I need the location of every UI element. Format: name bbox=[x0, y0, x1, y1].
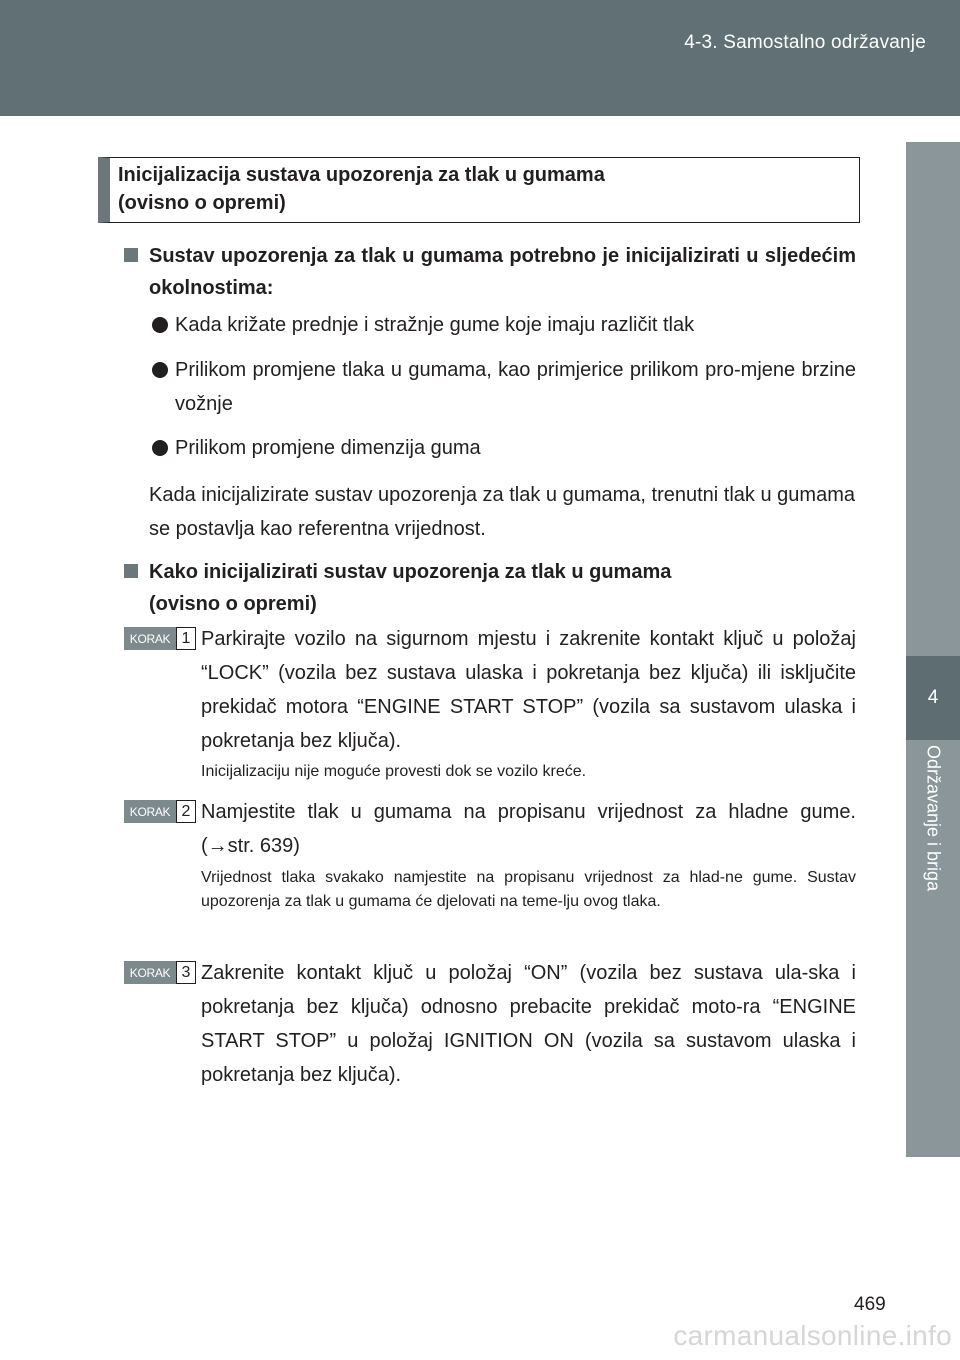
square-bullet-icon bbox=[124, 248, 138, 262]
bullet-item: Prilikom promjene tlaka u gumama, kao primjerice prilikom pro-mjene brzine vožnje bbox=[175, 359, 856, 415]
step-text: Namjestite tlak u gumama na propisanu vrijednost za hladne gume. (→str. 639) bbox=[201, 801, 856, 857]
bullet-item: Kada križate prednje i stražnje gume koje imaju različit tlak bbox=[175, 314, 695, 336]
step-note: Vrijednost tlaka svakako namjestite na propisanu vrijednost za hlad-ne gume. Sustav upozorenja za tlak u gumama će djelovati na teme-lju ovog tlaka. bbox=[201, 869, 856, 910]
step-number: 1 bbox=[176, 627, 196, 650]
step-note: Inicijalizaciju nije moguće provesti dok se vozilo kreće. bbox=[201, 763, 587, 780]
block2-heading bbox=[149, 556, 856, 620]
step-text: Parkirajte vozilo na sigurnom mjestu i zakrenite kontakt ključ u položaj “LOCK” (vozila bez sustava ulaska i pokretanja bez ključa) ili isključite prekidač motora “ENGINE START STOP” (vozila sa sustavom ulaska i pokretanja bez ključa). bbox=[201, 628, 856, 752]
chapter-label-container bbox=[906, 745, 960, 1155]
step-label: KORAK bbox=[124, 961, 176, 984]
round-bullet-icon bbox=[152, 362, 168, 378]
chapter-number: 4 bbox=[906, 656, 960, 740]
step-badge bbox=[124, 961, 196, 984]
bullet-item: Prilikom promjene dimenzija guma bbox=[175, 437, 481, 459]
section-title-line2: (ovisno o opremi) bbox=[118, 192, 286, 214]
step-text: Zakrenite kontakt ključ u položaj “ON” (vozila bez sustava ula-ska i pokretanja bez ključa) odnosno prebacite prekidač moto-ra “ENGINE START STOP” u položaj IGNITION ON (vozila sa sustavom ulaska i pokretanja bez ključa). bbox=[201, 962, 856, 1086]
section-title-line1: Inicijalizacija sustava upozorenja za tlak u gumama bbox=[118, 164, 605, 186]
section-title bbox=[118, 161, 818, 217]
step-badge bbox=[124, 800, 196, 823]
square-bullet-icon bbox=[124, 564, 138, 578]
block1-paragraph: Kada inicijalizirate sustav upozorenja za tlak u gumama, trenutni tlak u gumama se postavlja kao referentna vrijednost. bbox=[149, 484, 855, 540]
step-label: KORAK bbox=[124, 627, 176, 650]
round-bullet-icon bbox=[152, 440, 168, 456]
step-badge bbox=[124, 627, 196, 650]
header-band bbox=[0, 0, 960, 116]
watermark[interactable]: carmanualsonline.info bbox=[673, 1320, 952, 1351]
step-number: 3 bbox=[176, 961, 196, 984]
block2-heading-line2: (ovisno o opremi) bbox=[149, 593, 317, 615]
round-bullet-icon bbox=[152, 317, 168, 333]
header-section-title: 4-3. Samostalno održavanje bbox=[684, 32, 926, 53]
chapter-label: Održavanje i briga bbox=[923, 745, 944, 892]
step-label: KORAK bbox=[124, 800, 176, 823]
block1-heading: Sustav upozorenja za tlak u gumama potrebno je inicijalizirati u sljedećim okolnostima: bbox=[149, 245, 856, 299]
block2-heading-line1: Kako inicijalizirati sustav upozorenja za tlak u gumama bbox=[149, 561, 672, 583]
step-number: 2 bbox=[176, 800, 196, 823]
page-number: 469 bbox=[854, 1294, 886, 1315]
